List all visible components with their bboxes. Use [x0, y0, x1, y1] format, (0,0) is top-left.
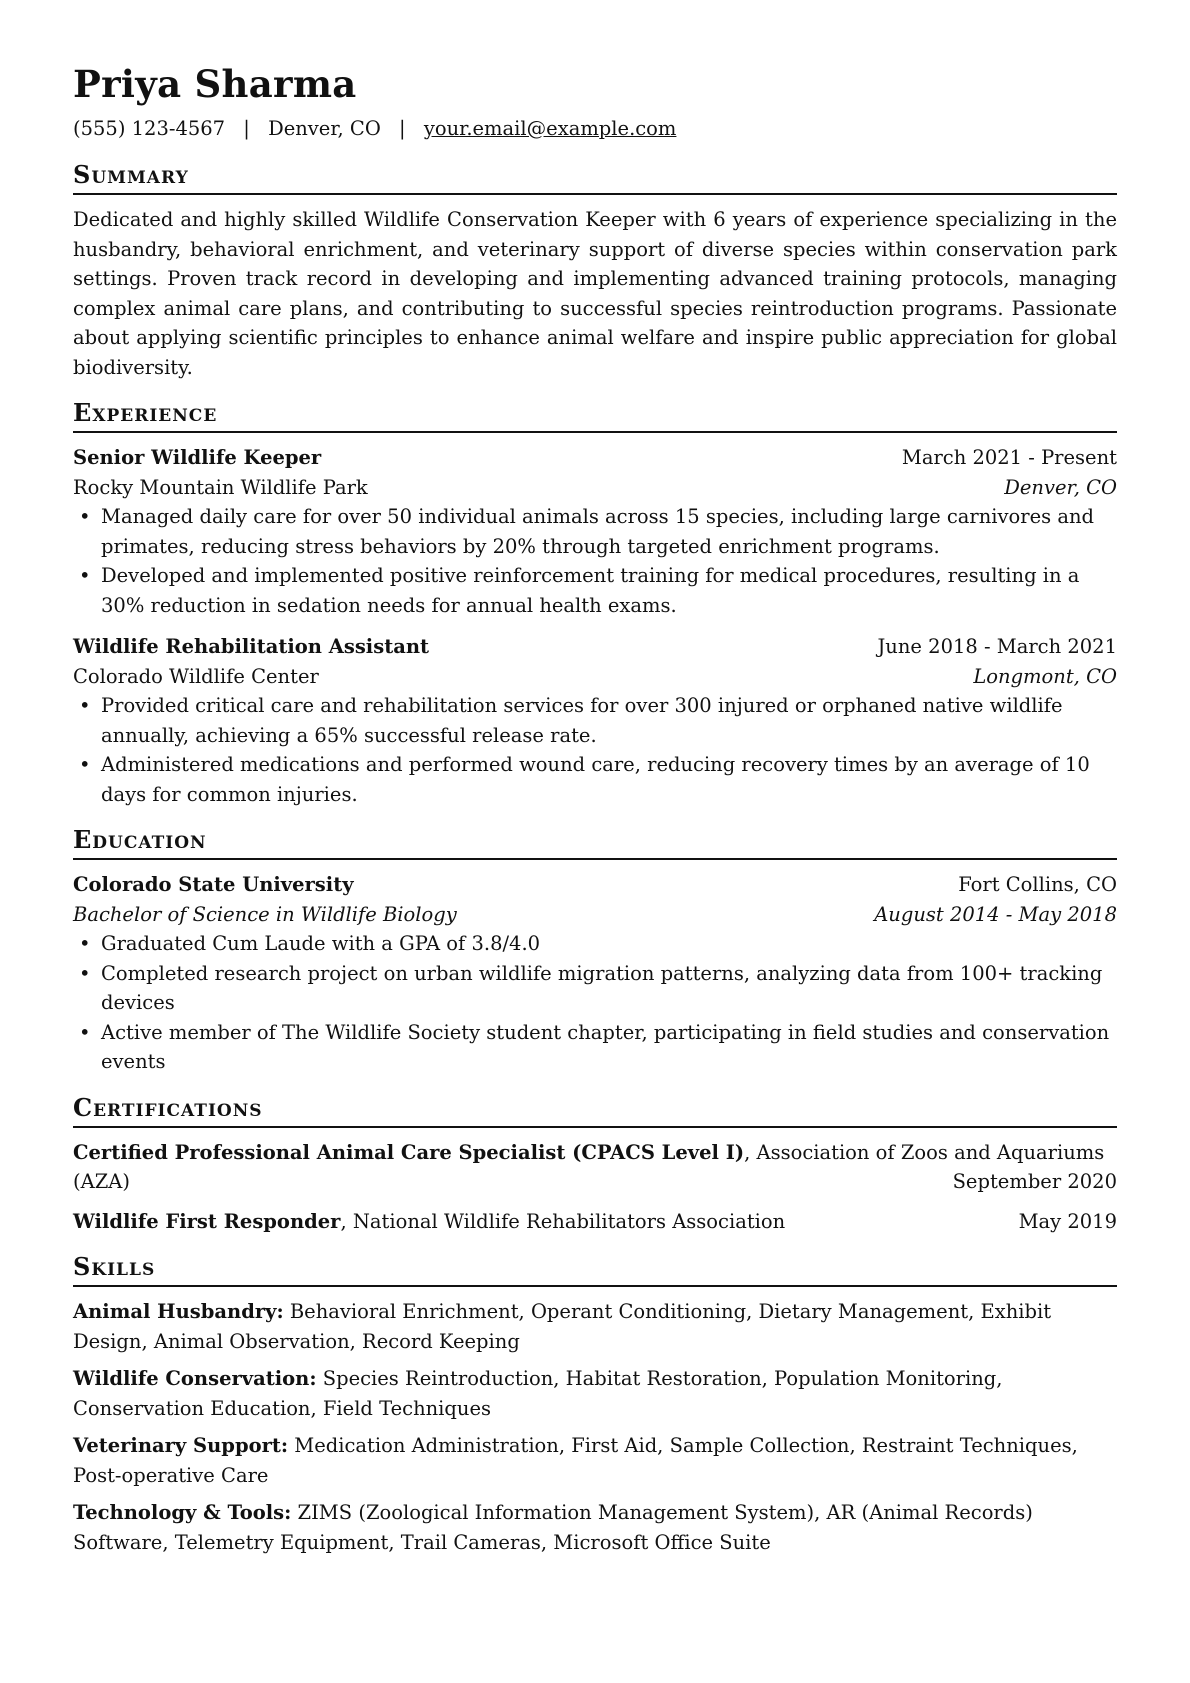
bullet-item: • Graduated Cum Laude with a GPA of 3.8/4.0: [73, 929, 1117, 959]
contact-separator: |: [399, 117, 406, 140]
skill-list: Behavioral Enrichment, Operant Conditioning, Dietary Management, Exhibit Design, Animal Observation, Record Keeping: [73, 1300, 1052, 1353]
entry-header-row: [73, 870, 1117, 900]
skill-category: Veterinary Support:: [73, 1434, 289, 1457]
section-title-skills: Skills: [73, 1250, 1117, 1287]
certifications-section: [73, 1091, 1117, 1237]
skill-line: [73, 1431, 1117, 1490]
skill-line: [73, 1364, 1117, 1423]
entry-header-row: [73, 632, 1117, 662]
certification-row: [73, 1207, 1117, 1237]
phone-number: (555) 123-4567: [73, 117, 226, 140]
section-title-certifications: Certifications: [73, 1091, 1117, 1128]
section-title-education: Education: [73, 823, 1117, 860]
summary-text: Dedicated and highly skilled Wildlife Conservation Keeper with 6 years of experience specializing in the husbandry, behavioral enrichment, and veterinary support of diverse species within conservation park settings. Proven track record in developing and implementing advanced training protocols, managing complex animal care plans, and contributing to successful species reintroduction programs. Passionate about applying scientific principles to enhance animal welfare and inspire public appreciation for global biodiversity.: [73, 208, 1117, 379]
skill-list: Species Reintroduction, Habitat Restoration, Population Monitoring, Conservation Education, Field Techniques: [73, 1367, 1003, 1420]
school-location: Fort Collins, CO: [958, 873, 1117, 896]
certification-item: [73, 1207, 1117, 1237]
job-dates: June 2018 - March 2021: [877, 635, 1117, 658]
certification-text: [73, 1207, 785, 1237]
education-section: [73, 823, 1117, 1077]
certification-issuer: , Association of Zoos and Aquariums (AZA): [73, 1140, 1105, 1193]
section-title-summary: Summary: [73, 158, 1117, 195]
bullet-item: • Developed and implemented positive reinforcement training for medical procedures, resulting in a 30% reduction in sedation needs for annual health exams.: [73, 561, 1117, 620]
skill-line: [73, 1297, 1117, 1356]
contact-separator: |: [243, 117, 250, 140]
certification-issuer: , National Wildlife Rehabilitators Association: [340, 1209, 786, 1233]
certification-name: Certified Professional Animal Care Specialist (CPACS Level I): [73, 1140, 745, 1164]
bullet-item: • Active member of The Wildlife Society student chapter, participating in field studies and conservation events: [73, 1018, 1117, 1077]
skill-category: Technology & Tools:: [73, 1501, 292, 1524]
experience-section: [73, 396, 1117, 809]
skill-category: Animal Husbandry:: [73, 1300, 284, 1323]
job-location: Denver, CO: [1004, 475, 1117, 499]
email-link[interactable]: your.email@example.com: [423, 117, 677, 140]
certification-text: [73, 1138, 1117, 1197]
candidate-name: Priya Sharma: [73, 62, 357, 106]
employer: Colorado Wildlife Center: [73, 664, 319, 688]
experience-entry: [73, 632, 1117, 809]
entry-header-row: [73, 443, 1117, 473]
section-title-experience: Experience: [73, 396, 1117, 433]
entry-subheader-row: [73, 662, 1117, 692]
skills-section: [73, 1250, 1117, 1557]
certification-item: [73, 1138, 1117, 1197]
bullet-item: • Managed daily care for over 50 individual animals across 15 species, including large carnivores and primates, reducing stress behaviors by 20% through targeted enrichment programs.: [73, 502, 1117, 561]
school-name: Colorado State University: [73, 873, 354, 896]
summary-section: [73, 158, 1117, 382]
job-title: Wildlife Rehabilitation Assistant: [73, 635, 430, 658]
contact-line: [73, 114, 1117, 144]
location: Denver, CO: [268, 117, 381, 140]
certification-name: Wildlife First Responder: [73, 1209, 341, 1233]
job-bullets: [73, 691, 1117, 809]
bullet-item: • Provided critical care and rehabilitation services for over 300 injured or orphaned native wildlife annually, achieving a 65% successful release rate.: [73, 691, 1117, 750]
employer: Rocky Mountain Wildlife Park: [73, 475, 368, 499]
job-dates: March 2021 - Present: [901, 446, 1117, 469]
skill-list: Medication Administration, First Aid, Sample Collection, Restraint Techniques, Post-operative Care: [73, 1434, 1078, 1487]
degree: Bachelor of Science in Wildlife Biology: [73, 902, 457, 926]
skill-category: Wildlife Conservation:: [73, 1367, 317, 1390]
certification-date: May 2019: [1018, 1209, 1117, 1233]
entry-subheader-row: [73, 900, 1117, 930]
bullet-item: • Completed research project on urban wildlife migration patterns, analyzing data from 100+ tracking devices: [73, 959, 1117, 1018]
job-bullets: [73, 502, 1117, 620]
skill-list: ZIMS (Zoological Information Management System), AR (Animal Records) Software, Telemetry Equipment, Trail Cameras, Microsoft Office Suite: [73, 1501, 1033, 1554]
bullet-item: • Administered medications and performed wound care, reducing recovery times by an average of 10 days for common injuries.: [73, 750, 1117, 809]
job-title: Senior Wildlife Keeper: [73, 446, 322, 469]
skill-line: [73, 1498, 1117, 1557]
certification-date: September 2020: [952, 1170, 1117, 1193]
entry-subheader-row: [73, 473, 1117, 503]
job-location: Longmont, CO: [973, 664, 1117, 688]
education-dates: August 2014 - May 2018: [874, 902, 1117, 926]
education-entry: [73, 870, 1117, 1077]
education-bullets: [73, 929, 1117, 1077]
experience-entry: [73, 443, 1117, 620]
